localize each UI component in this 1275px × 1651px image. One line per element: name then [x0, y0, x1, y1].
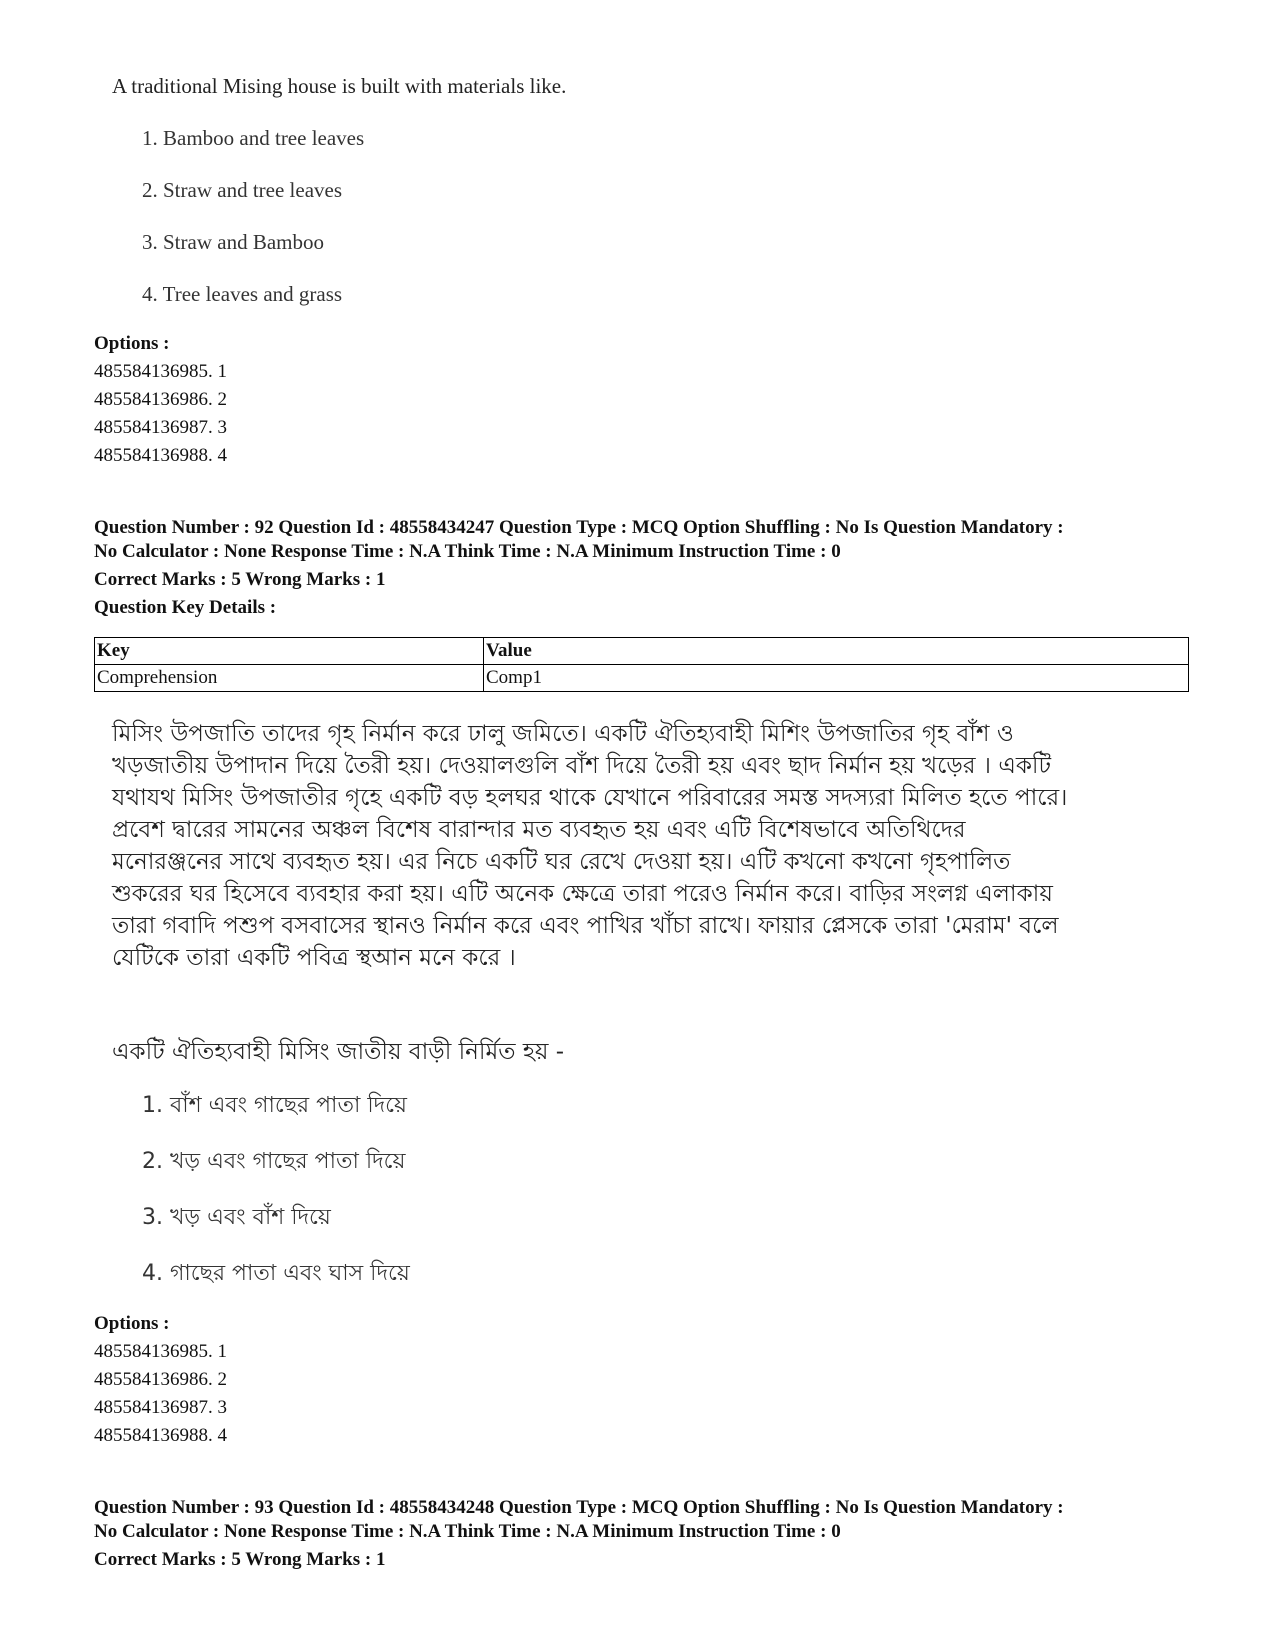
- q91-choice-1: 1. Bamboo and tree leaves: [142, 126, 365, 150]
- q92-comprehension-passage: [112, 718, 1172, 974]
- q92-option-1: 485584136985. 1: [94, 1341, 227, 1362]
- table-header-value: Value: [484, 638, 1189, 665]
- q91-option-1: 485584136985. 1: [94, 361, 227, 382]
- table-header-key: Key: [95, 638, 484, 665]
- q91-choice-2: 2. Straw and tree leaves: [142, 178, 343, 202]
- q92-choice-4: 4. গাছের পাতা এবং ঘাস দিয়ে: [142, 1261, 410, 1286]
- q92-options-label: Options :: [94, 1313, 170, 1334]
- q91-choice-4: 4. Tree leaves and grass: [142, 282, 343, 306]
- q93-meta-line-1: Question Number : 93 Question Id : 48558434248 Question Type : MCQ Option Shuffling : No Is Question Mandatory :: [94, 1497, 1064, 1518]
- passage-line: যথাযথ মিসিং উপজাতীর গৃহে একটি বড় হলঘর থাকে যেখানে পরিবারের সমস্ত সদস্যরা মিলিত হতে পারে।: [112, 785, 1068, 811]
- table-cell-key: Comprehension: [95, 665, 484, 692]
- table-row: [95, 665, 1189, 692]
- q93-meta-line-2: No Calculator : None Response Time : N.A Think Time : N.A Minimum Instruction Time : 0: [94, 1521, 841, 1542]
- q92-key-details-label: Question Key Details :: [94, 597, 277, 618]
- q92-option-3: 485584136987. 3: [94, 1397, 227, 1418]
- q91-options-label: Options :: [94, 333, 170, 354]
- q91-question-stem: A traditional Mising house is built with materials like.: [112, 74, 567, 98]
- passage-line: তারা গবাদি পশুপ বসবাসের স্থানও নির্মান করে এবং পাখির খাঁচা রাখে। ফায়ার প্লেসকে তারা 'মেরাম' বলে: [112, 913, 1059, 939]
- passage-line: প্রবেশ দ্বারের সামনের অঞ্চল বিশেষ বারান্দার মত ব্যবহৃত হয় এবং এটি বিশেষভাবে অতিথিদের: [112, 817, 966, 843]
- q92-option-4: 485584136988. 4: [94, 1425, 227, 1446]
- q91-choice-3: 3. Straw and Bamboo: [142, 230, 324, 254]
- q92-marks: Correct Marks : 5 Wrong Marks : 1: [94, 569, 386, 590]
- table-header-row: [95, 638, 1189, 665]
- q91-option-2: 485584136986. 2: [94, 389, 227, 410]
- q91-option-4: 485584136988. 4: [94, 445, 227, 466]
- passage-line: শুকরের ঘর হিসেবে ব্যবহার করা হয়। এটি অনেক ক্ষেত্রে তারা পরেও নির্মান করে। বাড়ির সংলগ্ন এলাকায়: [112, 881, 1053, 907]
- q92-choice-1: 1. বাঁশ এবং গাছের পাতা দিয়ে: [142, 1093, 407, 1118]
- q92-choice-3: 3. খড় এবং বাঁশ দিয়ে: [142, 1205, 331, 1230]
- q92-meta-line-2: No Calculator : None Response Time : N.A Think Time : N.A Minimum Instruction Time : 0: [94, 541, 841, 562]
- passage-line: মনোরঞ্জনের সাথে ব্যবহৃত হয়। এর নিচে একটি ঘর রেখে দেওয়া হয়। এটি কখনো কখনো গৃহপালিত: [112, 849, 1011, 875]
- passage-line: যেটিকে তারা একটি পবিত্র স্থআন মনে করে ।: [112, 945, 516, 971]
- q92-question-stem: একটি ঐতিহ্যবাহী মিসিং জাতীয় বাড়ী নির্মিত হয় -: [112, 1039, 565, 1065]
- table-cell-value: Comp1: [484, 665, 1189, 692]
- q92-option-2: 485584136986. 2: [94, 1369, 227, 1390]
- passage-line: মিসিং উপজাতি তাদের গৃহ নির্মান করে ঢালু জমিতে। একটি ঐতিহ্যবাহী মিশিং উপজাতির গৃহ বাঁশ ও: [112, 721, 1014, 747]
- q93-marks: Correct Marks : 5 Wrong Marks : 1: [94, 1549, 386, 1570]
- q92-meta-line-1: Question Number : 92 Question Id : 48558434247 Question Type : MCQ Option Shuffling : No Is Question Mandatory :: [94, 517, 1064, 538]
- q91-option-3: 485584136987. 3: [94, 417, 227, 438]
- passage-line: খড়জাতীয় উপাদান দিয়ে তৈরী হয়। দেওয়ালগুলি বাঁশ দিয়ে তৈরী হয় এবং ছাদ নির্মান হয় খড়ের । একটি: [112, 753, 1052, 779]
- q92-key-details-table: [94, 637, 1189, 692]
- q92-choice-2: 2. খড় এবং গাছের পাতা দিয়ে: [142, 1149, 406, 1174]
